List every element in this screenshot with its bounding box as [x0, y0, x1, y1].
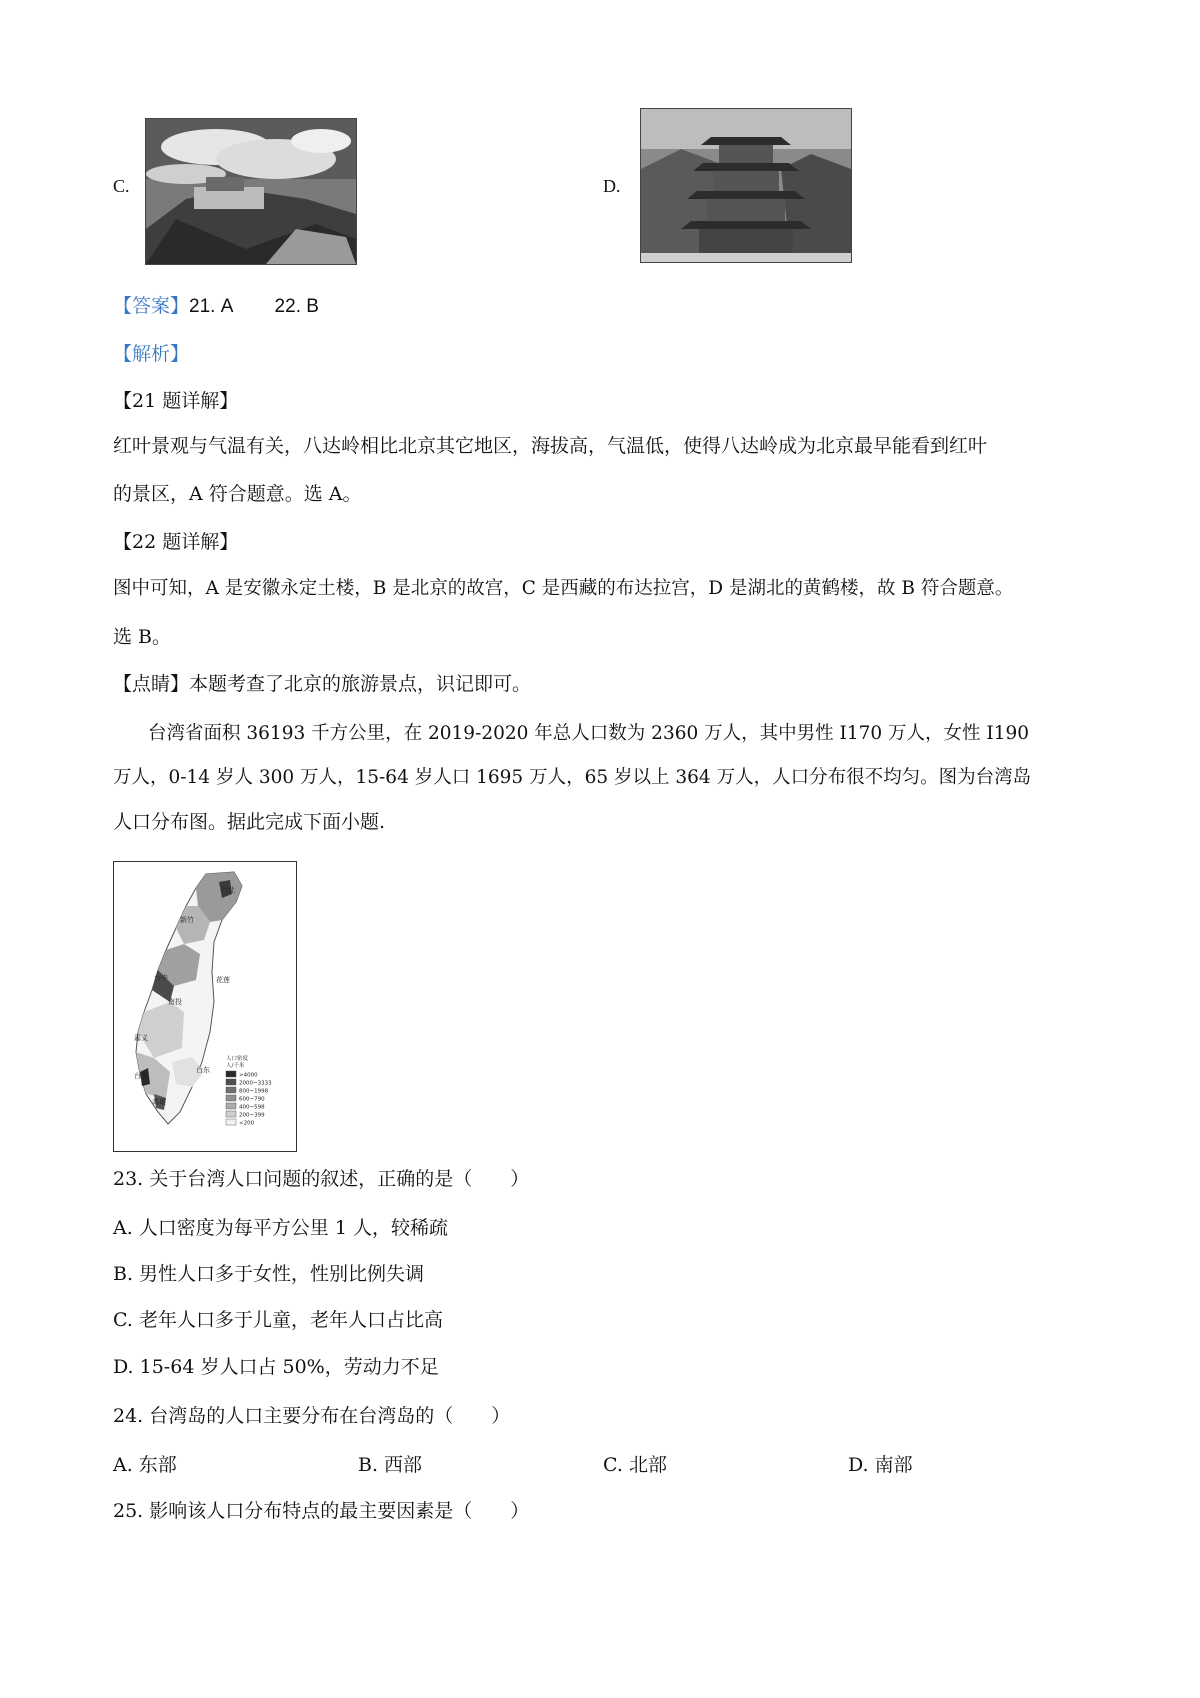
legend-label: 2000~3333 — [239, 1080, 272, 1087]
question-24-option-a[interactable]: A. 东部 — [113, 1454, 177, 1476]
q22-explanation-line2: 选 B。 — [113, 626, 172, 648]
legend-label: <200 — [239, 1120, 255, 1127]
legend-swatch — [226, 1103, 236, 1109]
answer-tag: 【答案】 — [113, 295, 190, 317]
map-place-hsinchu: 新竹 — [180, 916, 194, 924]
question-25-stem: 25. 影响该人口分布特点的最主要因素是（ ） — [113, 1500, 530, 1522]
legend-swatch — [226, 1119, 236, 1125]
question-23-option-a[interactable]: A. 人口密度为每平方公里 1 人，较稀疏 — [113, 1217, 448, 1239]
passage-line3: 人口分布图。据此完成下面小题. — [113, 811, 386, 833]
legend-label: 200~399 — [239, 1112, 265, 1119]
taiwan-map-svg — [114, 862, 296, 1151]
q21-explanation-line1: 红叶景观与气温有关，八达岭相比北京其它地区，海拔高，气温低，使得八达岭成为北京最早能看到红叶 — [113, 435, 988, 457]
legend-swatch — [226, 1111, 236, 1117]
legend-label: >4000 — [239, 1072, 258, 1079]
map-legend-unit: 人/千米 — [226, 1063, 245, 1069]
map-place-tainan: 台南 — [134, 1072, 148, 1080]
legend-swatch — [226, 1079, 236, 1085]
q21-explanation-line2: 的景区，A 符合题意。选 A。 — [113, 483, 362, 505]
legend-swatch — [226, 1095, 236, 1101]
map-place-nantou: 南投 — [168, 998, 182, 1006]
map-place-taipei: 台北 — [221, 886, 235, 894]
question-24-option-b[interactable]: B. 西部 — [358, 1454, 423, 1476]
question-23-option-d[interactable]: D. 15-64 岁人口占 50%，劳动力不足 — [113, 1356, 439, 1378]
map-place-chiayi: 嘉义 — [134, 1034, 148, 1042]
q21-heading: 【21 题详解】 — [113, 390, 239, 412]
potala-palace-image — [146, 119, 356, 264]
analysis-tag: 【解析】 — [113, 343, 190, 365]
question-23-option-b[interactable]: B. 男性人口多于女性，性别比例失调 — [113, 1263, 425, 1285]
question-24-option-d[interactable]: D. 南部 — [848, 1454, 913, 1476]
question-24-option-c[interactable]: C. 北部 — [603, 1454, 667, 1476]
map-place-kaohsiung: 高雄 — [152, 1098, 166, 1106]
option-d-label: D. — [603, 176, 621, 196]
passage-line2: 万人，0-14 岁人 300 万人，15-64 岁人口 1695 万人，65 岁以上 364 万人，人口分布很不均匀。图为台湾岛 — [113, 767, 1032, 788]
option-c-label: C. — [113, 176, 130, 196]
yellow-crane-tower-photo — [640, 108, 852, 263]
legend-label: 800~1998 — [239, 1088, 269, 1095]
answer-text: 21. A 22. B — [189, 296, 319, 317]
question-23-stem: 23. 关于台湾人口问题的叙述，正确的是（ ） — [113, 1168, 530, 1190]
comment-line: 【点睛】本题考查了北京的旅游景点，识记即可。 — [113, 673, 532, 695]
map-place-taitung: 台东 — [196, 1066, 210, 1074]
map-legend-title: 人口密度 — [226, 1056, 249, 1062]
question-23-option-c[interactable]: C. 老年人口多于儿童，老年人口占比高 — [113, 1309, 443, 1331]
legend-label: 600~790 — [239, 1096, 265, 1103]
question-24-stem: 24. 台湾岛的人口主要分布在台湾岛的（ ） — [113, 1405, 511, 1427]
map-place-taichung: 台中 — [154, 974, 168, 982]
taiwan-population-map — [113, 861, 297, 1152]
q22-explanation-line1: 图中可知，A 是安徽永定土楼，B 是北京的故宫，C 是西藏的布达拉宫，D 是湖北的黄鹤楼，故 B 符合题意。 — [113, 578, 1014, 599]
map-place-hualien: 花莲 — [216, 976, 230, 984]
passage-line1: 台湾省面积 36193 千方公里，在 2019-2020 年总人口数为 2360 万人，其中男性 I170 万人，女性 I190 — [148, 723, 1030, 744]
legend-swatch — [226, 1071, 236, 1077]
q22-heading: 【22 题详解】 — [113, 531, 239, 553]
legend-swatch — [226, 1087, 236, 1093]
legend-label: 400~598 — [239, 1104, 265, 1111]
potala-palace-photo — [145, 118, 357, 265]
answer-line — [113, 292, 319, 321]
yellow-crane-tower-image — [641, 109, 851, 262]
